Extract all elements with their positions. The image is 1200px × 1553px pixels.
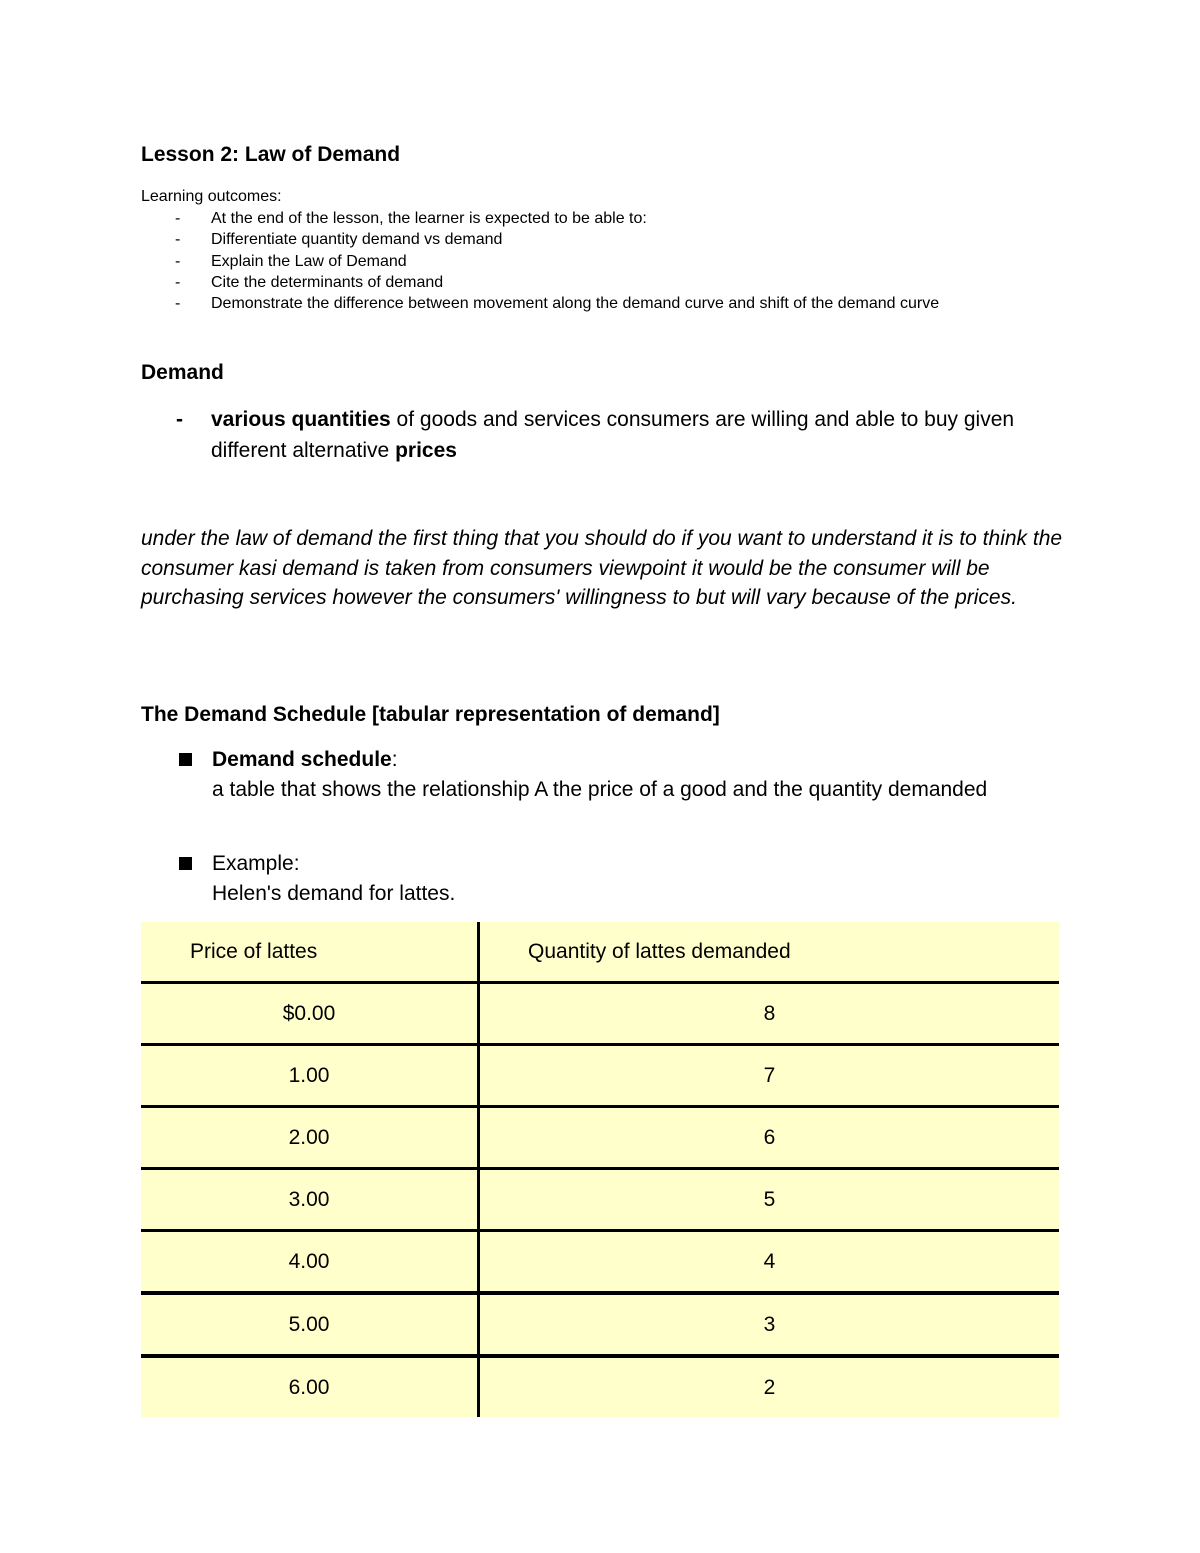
table-header-row: [141, 922, 1059, 983]
list-item: - Explain the Law of Demand: [175, 252, 407, 270]
quantity-cell: 4: [479, 1231, 1060, 1294]
definition-text: of goods and services consumers are willing and able to buy given different alternative: [211, 408, 1015, 462]
learning-outcomes-label: Learning outcomes:: [141, 188, 282, 205]
lesson-title: Lesson 2: Law of Demand: [141, 143, 401, 166]
square-bullet-icon: [179, 753, 192, 766]
quantity-cell: 8: [479, 983, 1060, 1045]
bullet-example: [179, 849, 1032, 908]
table-row: [141, 1045, 1059, 1107]
table-row: [141, 983, 1059, 1045]
demand-schedule-table: [141, 922, 1059, 1417]
bullet-term: Demand schedule: [212, 748, 392, 771]
example-label: Example:: [212, 852, 300, 875]
price-cell: $0.00: [141, 983, 479, 1045]
example-text: Helen's demand for lattes.: [212, 881, 456, 905]
quantity-cell: 5: [479, 1169, 1060, 1231]
list-item: - At the end of the lesson, the learner is expected to be able to:: [175, 210, 647, 227]
table-row: [141, 1356, 1059, 1417]
price-cell: 4.00: [141, 1231, 479, 1294]
price-cell: 5.00: [141, 1293, 479, 1356]
price-cell: 1.00: [141, 1045, 479, 1107]
column-header-quantity: Quantity of lattes demanded: [528, 939, 791, 963]
definition-dash: -: [176, 408, 183, 431]
price-cell: 2.00: [141, 1107, 479, 1169]
quantity-cell: 3: [479, 1293, 1060, 1356]
quantity-cell: 6: [479, 1107, 1060, 1169]
bullet-definition: a table that shows the relationship A the price of a good and the quantity demanded: [212, 777, 988, 801]
demand-heading: Demand: [141, 361, 224, 384]
list-item: - Demonstrate the difference between movement along the demand curve and shift of the demand curve: [175, 295, 940, 313]
quantity-cell: 7: [479, 1045, 1060, 1107]
list-item: - Differentiate quantity demand vs demand: [175, 231, 503, 249]
table-row: [141, 1231, 1059, 1294]
price-cell: 3.00: [141, 1169, 479, 1231]
table-row: [141, 1169, 1059, 1231]
demand-definition: [141, 404, 1061, 466]
definition-bold-prices: prices: [395, 439, 457, 462]
list-item: - Cite the determinants of demand: [175, 273, 444, 291]
table-row: [141, 1293, 1059, 1356]
learning-outcomes-list: [141, 208, 939, 314]
demand-schedule-heading: The Demand Schedule [tabular representation of demand]: [141, 703, 720, 726]
definition-bold-term: various quantities: [211, 408, 391, 431]
quantity-cell: 2: [479, 1356, 1060, 1417]
price-cell: 6.00: [141, 1356, 479, 1417]
table-row: [141, 1107, 1059, 1169]
bullet-demand-schedule: Demand schedule: a table that shows the relationship A the price of a good and the quantity demanded: [179, 745, 1032, 804]
italic-note-paragraph: under the law of demand the first thing that you should do if you want to understand it is to think the consumer kasi demand is taken from consumers viewpoint it would be the consumer will be purchasing services however the consumers' willingness to but will vary because of the prices.: [141, 527, 1063, 609]
square-bullet-icon: [179, 857, 192, 870]
column-header-price: Price of lattes: [141, 922, 479, 983]
